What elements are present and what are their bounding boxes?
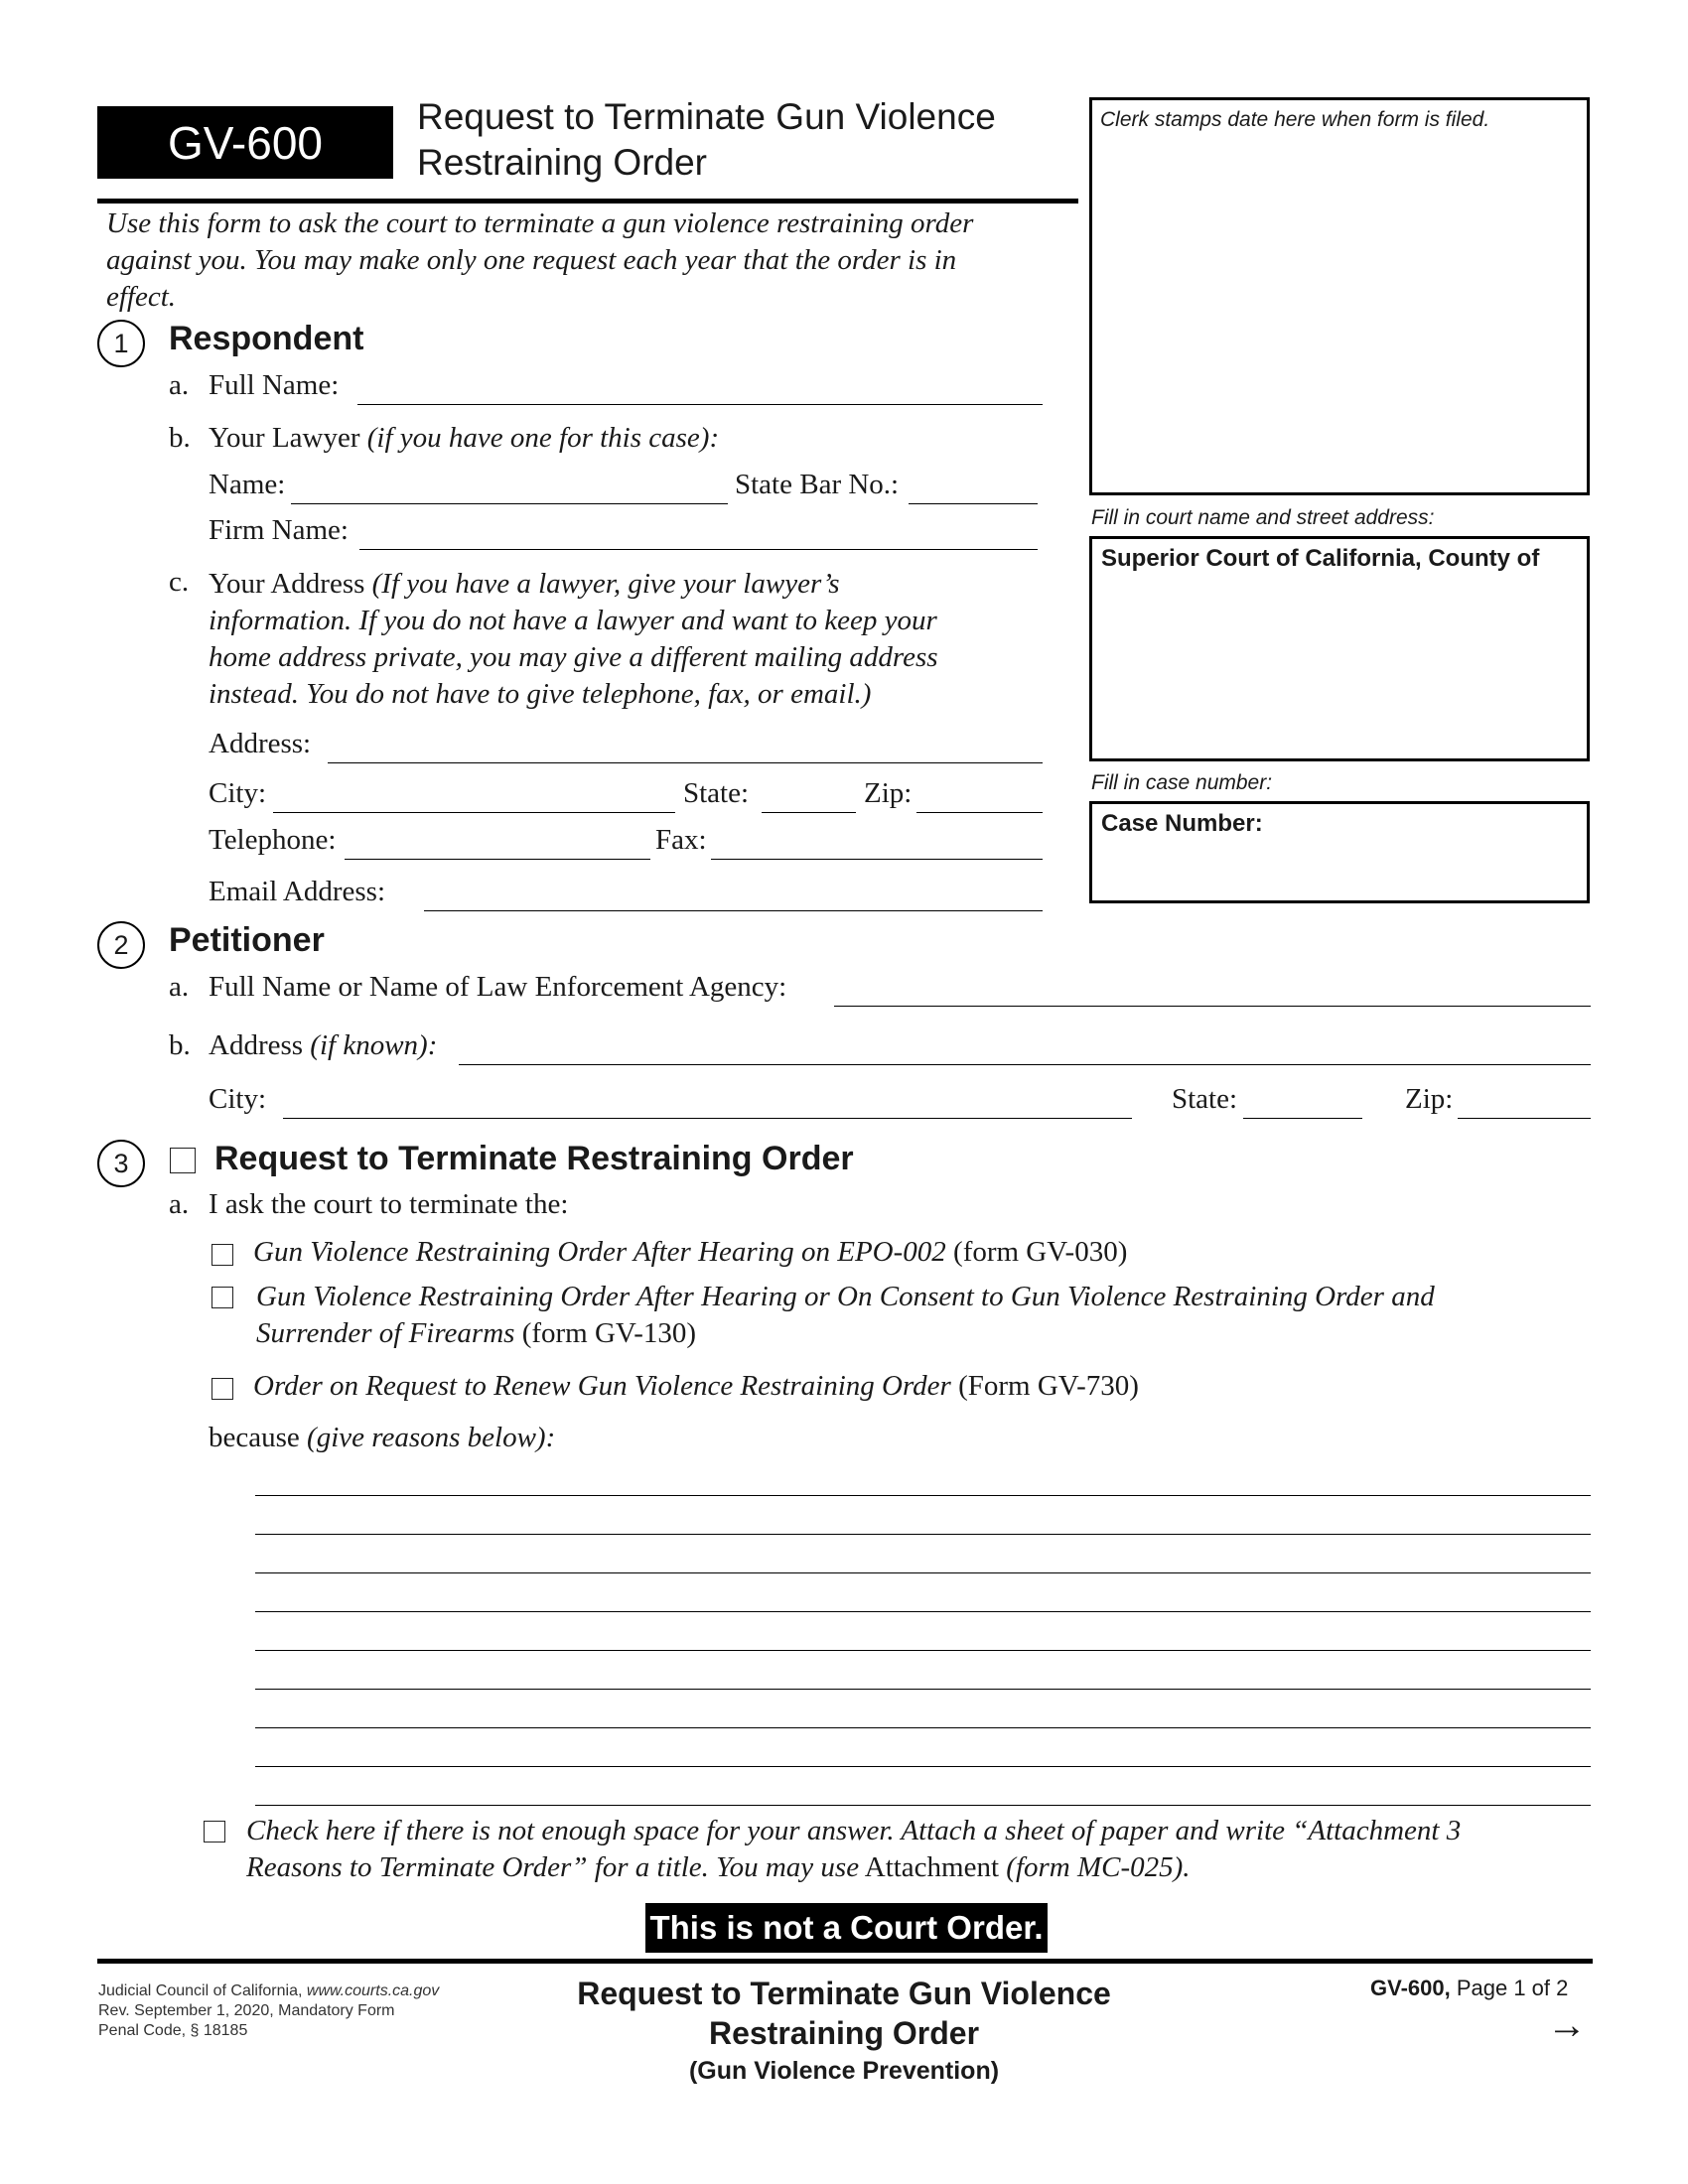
telephone-input[interactable]	[345, 830, 650, 860]
more-space-line2-c: (form MC-025).	[1006, 1851, 1191, 1883]
case-number-box[interactable]	[1089, 801, 1590, 903]
more-space-line2-b: Attachment	[864, 1851, 1000, 1883]
lawyer-note: (if you have one for this case):	[366, 422, 720, 454]
footer-judicial-council: Judicial Council of California,	[98, 1982, 303, 1999]
respondent-a-letter: a.	[169, 369, 190, 401]
petitioner-city-label: City:	[209, 1083, 267, 1115]
option-gv730-checkbox[interactable]	[211, 1378, 233, 1400]
more-space-line1: Check here if there is not enough space for your answer. Attach a sheet of paper and write “Attachment 3	[246, 1815, 1462, 1846]
footer-website-link[interactable]: www.courts.ca.gov	[306, 1982, 440, 1999]
reason-line[interactable]	[255, 1766, 1591, 1767]
respondent-full-name-input[interactable]	[357, 375, 1043, 405]
footer-page-number: Page 1 of 2	[1456, 1976, 1569, 2000]
option-gv130-label	[256, 1279, 1435, 1352]
lawyer-name-input[interactable]	[291, 475, 728, 504]
respondent-full-name-label: Full Name:	[209, 369, 340, 401]
address-note-line1: (If you have a lawyer, give your lawyer’s	[371, 568, 840, 600]
fax-label: Fax:	[655, 824, 707, 856]
intro-line1: Use this form to ask the court to terminate a gun violence restraining order	[106, 207, 974, 239]
form-title-line2: Restraining Order	[417, 142, 708, 183]
option-gv030-label	[253, 1236, 1127, 1269]
petitioner-city-input[interactable]	[283, 1089, 1132, 1119]
option-gv130-title-line1: Gun Violence Restraining Order After Hearing or On Consent to Gun Violence Restraining Order and	[256, 1281, 1435, 1312]
petitioner-state-label: State:	[1172, 1083, 1238, 1115]
reason-line[interactable]	[255, 1495, 1591, 1496]
footer-revision: Rev. September 1, 2020, Mandatory Form	[98, 2002, 395, 2019]
petitioner-name-label: Full Name or Name of Law Enforcement Agency:	[209, 971, 787, 1003]
address-note-line3: home address private, you may give a different mailing address	[209, 641, 938, 673]
next-page-arrow-icon[interactable]: →	[1547, 2003, 1587, 2047]
section-3-number	[97, 1140, 145, 1187]
email-label: Email Address:	[209, 876, 386, 907]
option-gv130-title-line2: Surrender of Firearms	[256, 1317, 515, 1349]
form-title-line1: Request to Terminate Gun Violence	[417, 96, 996, 137]
more-space-text	[246, 1813, 1461, 1886]
petitioner-address-input[interactable]	[459, 1035, 1591, 1065]
section-1-number	[97, 320, 145, 367]
because-note: (give reasons below):	[307, 1422, 556, 1453]
terminate-a-label: I ask the court to terminate the:	[209, 1188, 569, 1220]
reason-line[interactable]	[255, 1534, 1591, 1535]
reason-line[interactable]	[255, 1572, 1591, 1573]
state-input[interactable]	[762, 783, 856, 813]
respondent-c-letter: c.	[169, 566, 190, 598]
option-gv030-form: (form GV-030)	[953, 1236, 1128, 1268]
state-label: State:	[683, 777, 750, 809]
petitioner-zip-input[interactable]	[1458, 1089, 1591, 1119]
court-name-text: Superior Court of California, County of	[1101, 545, 1540, 572]
address-note-line4: instead. You do not have to give telephone, fax, or email.)	[209, 678, 872, 710]
section-3-num-text: 3	[113, 1148, 129, 1178]
more-space-checkbox[interactable]	[204, 1821, 225, 1843]
section-1-title: Respondent	[169, 320, 364, 357]
address-instructions	[209, 566, 938, 713]
state-bar-label: State Bar No.:	[735, 469, 900, 500]
petitioner-address-heading	[209, 1029, 437, 1062]
terminate-a-letter: a.	[169, 1188, 190, 1220]
court-name-box[interactable]	[1089, 536, 1590, 761]
zip-input[interactable]	[916, 783, 1043, 813]
option-gv030-checkbox[interactable]	[211, 1244, 233, 1266]
case-caption: Fill in case number:	[1091, 771, 1273, 794]
footer-title	[546, 1974, 1142, 2089]
footer-title-line2: Restraining Order	[708, 2015, 980, 2051]
clerk-stamp-label: Clerk stamps date here when form is filed.	[1100, 108, 1490, 131]
footer-page-info	[1370, 1976, 1568, 2001]
footer-left	[98, 1981, 439, 2041]
option-gv130-checkbox[interactable]	[211, 1287, 233, 1308]
footer-rule	[97, 1959, 1593, 1964]
intro-line3: effect.	[106, 281, 177, 313]
reason-line[interactable]	[255, 1727, 1591, 1728]
petitioner-state-input[interactable]	[1243, 1089, 1362, 1119]
because-text: because	[209, 1422, 300, 1453]
option-gv730-form: (Form GV-730)	[958, 1370, 1139, 1402]
footer-title-line1: Request to Terminate Gun Violence	[577, 1976, 1111, 2011]
reason-line[interactable]	[255, 1689, 1591, 1690]
telephone-label: Telephone:	[209, 824, 337, 856]
form-title	[417, 94, 996, 186]
firm-name-label: Firm Name:	[209, 514, 349, 546]
section-2-number	[97, 921, 145, 969]
address-input[interactable]	[328, 734, 1043, 763]
petitioner-address-note: (if known):	[310, 1029, 438, 1061]
respondent-b-letter: b.	[169, 422, 191, 454]
firm-name-input[interactable]	[359, 520, 1038, 550]
section-2-title: Petitioner	[169, 921, 325, 959]
because-label	[209, 1422, 555, 1454]
section-1-num-text: 1	[113, 328, 129, 358]
more-space-line2-a: Reasons to Terminate Order” for a title. You may use	[246, 1851, 860, 1883]
section-3-title: Request to Terminate Restraining Order	[214, 1140, 854, 1177]
header-rule	[97, 199, 1078, 204]
not-court-order-banner: This is not a Court Order.	[645, 1903, 1048, 1953]
footer-title-line3: (Gun Violence Prevention)	[688, 2057, 1000, 2085]
petitioner-address-label: Address	[209, 1029, 304, 1061]
reason-line[interactable]	[255, 1805, 1591, 1806]
petitioner-name-input[interactable]	[834, 977, 1591, 1007]
fax-input[interactable]	[711, 830, 1043, 860]
case-number-label: Case Number:	[1101, 810, 1263, 837]
reason-line[interactable]	[255, 1650, 1591, 1651]
footer-penal-code: Penal Code, § 18185	[98, 2022, 248, 2039]
petitioner-a-letter: a.	[169, 971, 190, 1003]
court-caption: Fill in court name and street address:	[1091, 506, 1435, 529]
option-gv030-title: Gun Violence Restraining Order After Hearing on EPO-002	[253, 1236, 946, 1268]
address-label: Address:	[209, 728, 312, 759]
address-note-line2: information. If you do not have a lawyer and want to keep your	[209, 605, 937, 636]
request-terminate-checkbox[interactable]	[170, 1148, 196, 1173]
form-id: GV-600	[168, 116, 323, 169]
footer-form-id: GV-600,	[1370, 1976, 1451, 2000]
reason-line[interactable]	[255, 1611, 1591, 1612]
form-id-badge	[97, 106, 393, 179]
email-input[interactable]	[424, 882, 1043, 911]
option-gv130-form: (form GV-130)	[521, 1317, 697, 1349]
address-heading: Your Address	[209, 568, 365, 600]
option-gv730-label	[253, 1370, 1139, 1403]
city-label: City:	[209, 777, 267, 809]
option-gv730-title: Order on Request to Renew Gun Violence Restraining Order	[253, 1370, 951, 1402]
intro-line2: against you. You may make only one request each year that the order is in	[106, 244, 957, 276]
clerk-stamp-box[interactable]	[1089, 97, 1590, 495]
state-bar-input[interactable]	[909, 475, 1038, 504]
lawyer-label: Your Lawyer	[209, 422, 360, 454]
petitioner-b-letter: b.	[169, 1029, 191, 1061]
city-input[interactable]	[273, 783, 675, 813]
section-2-num-text: 2	[113, 929, 129, 960]
zip-label: Zip:	[864, 777, 913, 809]
lawyer-heading	[209, 422, 719, 455]
intro-text	[106, 205, 1059, 316]
petitioner-zip-label: Zip:	[1405, 1083, 1454, 1115]
lawyer-name-label: Name:	[209, 469, 286, 500]
